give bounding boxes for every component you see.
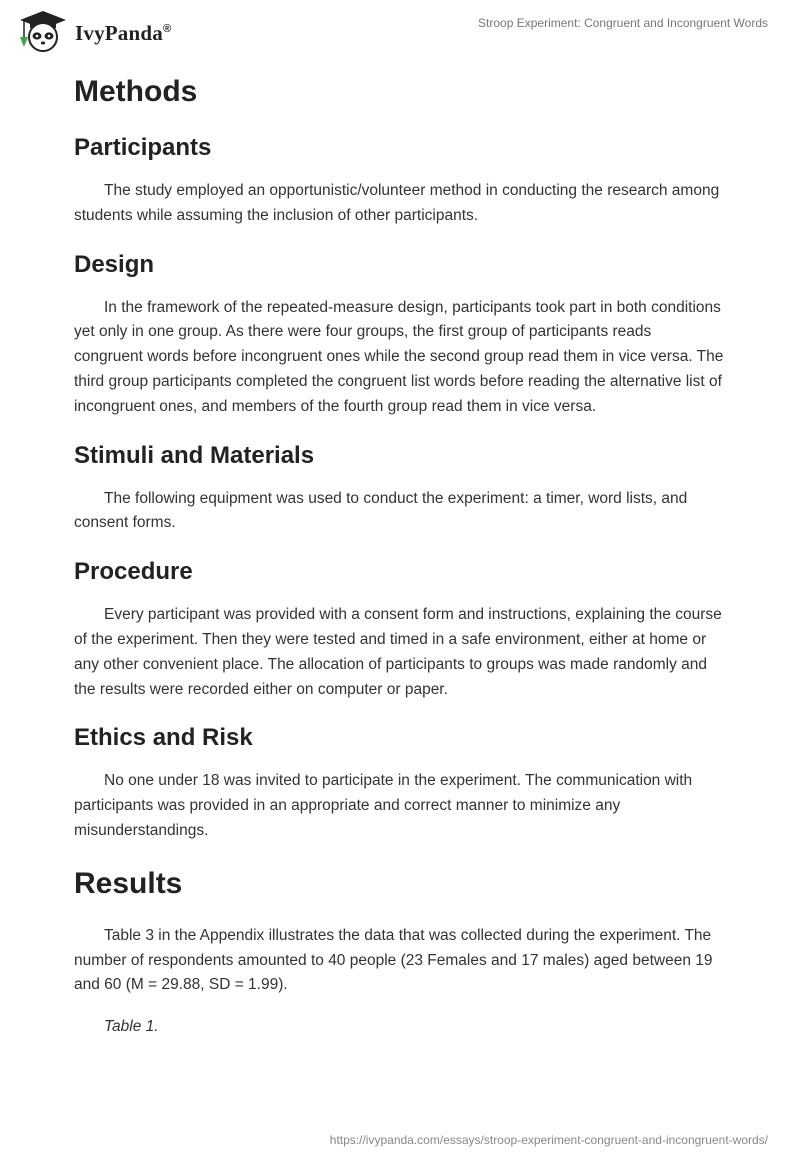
source-url[interactable]: https://ivypanda.com/essays/stroop-experiment-congruent-and-incongruent-words/ <box>329 1133 768 1147</box>
participants-paragraph: The study employed an opportunistic/volunteer method in conducting the research among students while assuming the inclusion of other participants. <box>74 182 720 224</box>
brand-text: IvyPanda <box>75 20 163 45</box>
participants-heading: Participants <box>74 134 212 161</box>
procedure-heading: Procedure <box>74 558 193 586</box>
page-header <box>0 0 800 60</box>
design-paragraph: In the framework of the repeated-measure design, participants took part in both conditions yet only in one group. As there were four groups, the first group of participants reads congruent words before incongruent ones while the second group read them in vice versa. The third group participants completed the congruent list words before reading the alternative list of incongruent ones, and members of the fourth group read them in vice versa. <box>74 298 724 415</box>
ethics-paragraph: No one under 18 was invited to participate in the experiment. The communication with participants was provided in an appropriate and correct manner to minimize any misunderstandings. <box>74 772 693 839</box>
table-caption: Table 1. <box>104 1018 159 1036</box>
ethics-heading: Ethics and Risk <box>74 724 253 752</box>
stimuli-paragraph: The following equipment was used to conduct the experiment: a timer, word lists, and consent forms. <box>74 489 688 532</box>
panda-graduate-icon <box>16 9 70 53</box>
results-heading: Results <box>74 866 183 900</box>
brand-logo[interactable] <box>16 9 171 53</box>
stimuli-heading: Stimuli and Materials <box>74 441 315 469</box>
methods-heading: Methods <box>74 75 198 108</box>
results-paragraph: Table 3 in the Appendix illustrates the data that was collected during the experiment. The number of respondents amounted to 40 people (23 Females and 17 males) aged between 19 and 60 (M = 29.88, SD = 1.99). <box>74 926 713 994</box>
running-title: Stroop Experiment: Congruent and Incongruent Words <box>478 16 768 30</box>
design-heading: Design <box>74 250 155 278</box>
registered-mark: ® <box>162 22 172 35</box>
brand-name <box>75 21 171 46</box>
document-body <box>74 70 724 1040</box>
procedure-paragraph: Every participant was provided with a consent form and instructions, explaining the course of the experiment. Then they were tested and timed in a safe environment, either at home or any other convenient place. The allocation of participants to groups was made randomly and the results were recorded either on computer or paper. <box>74 606 722 698</box>
